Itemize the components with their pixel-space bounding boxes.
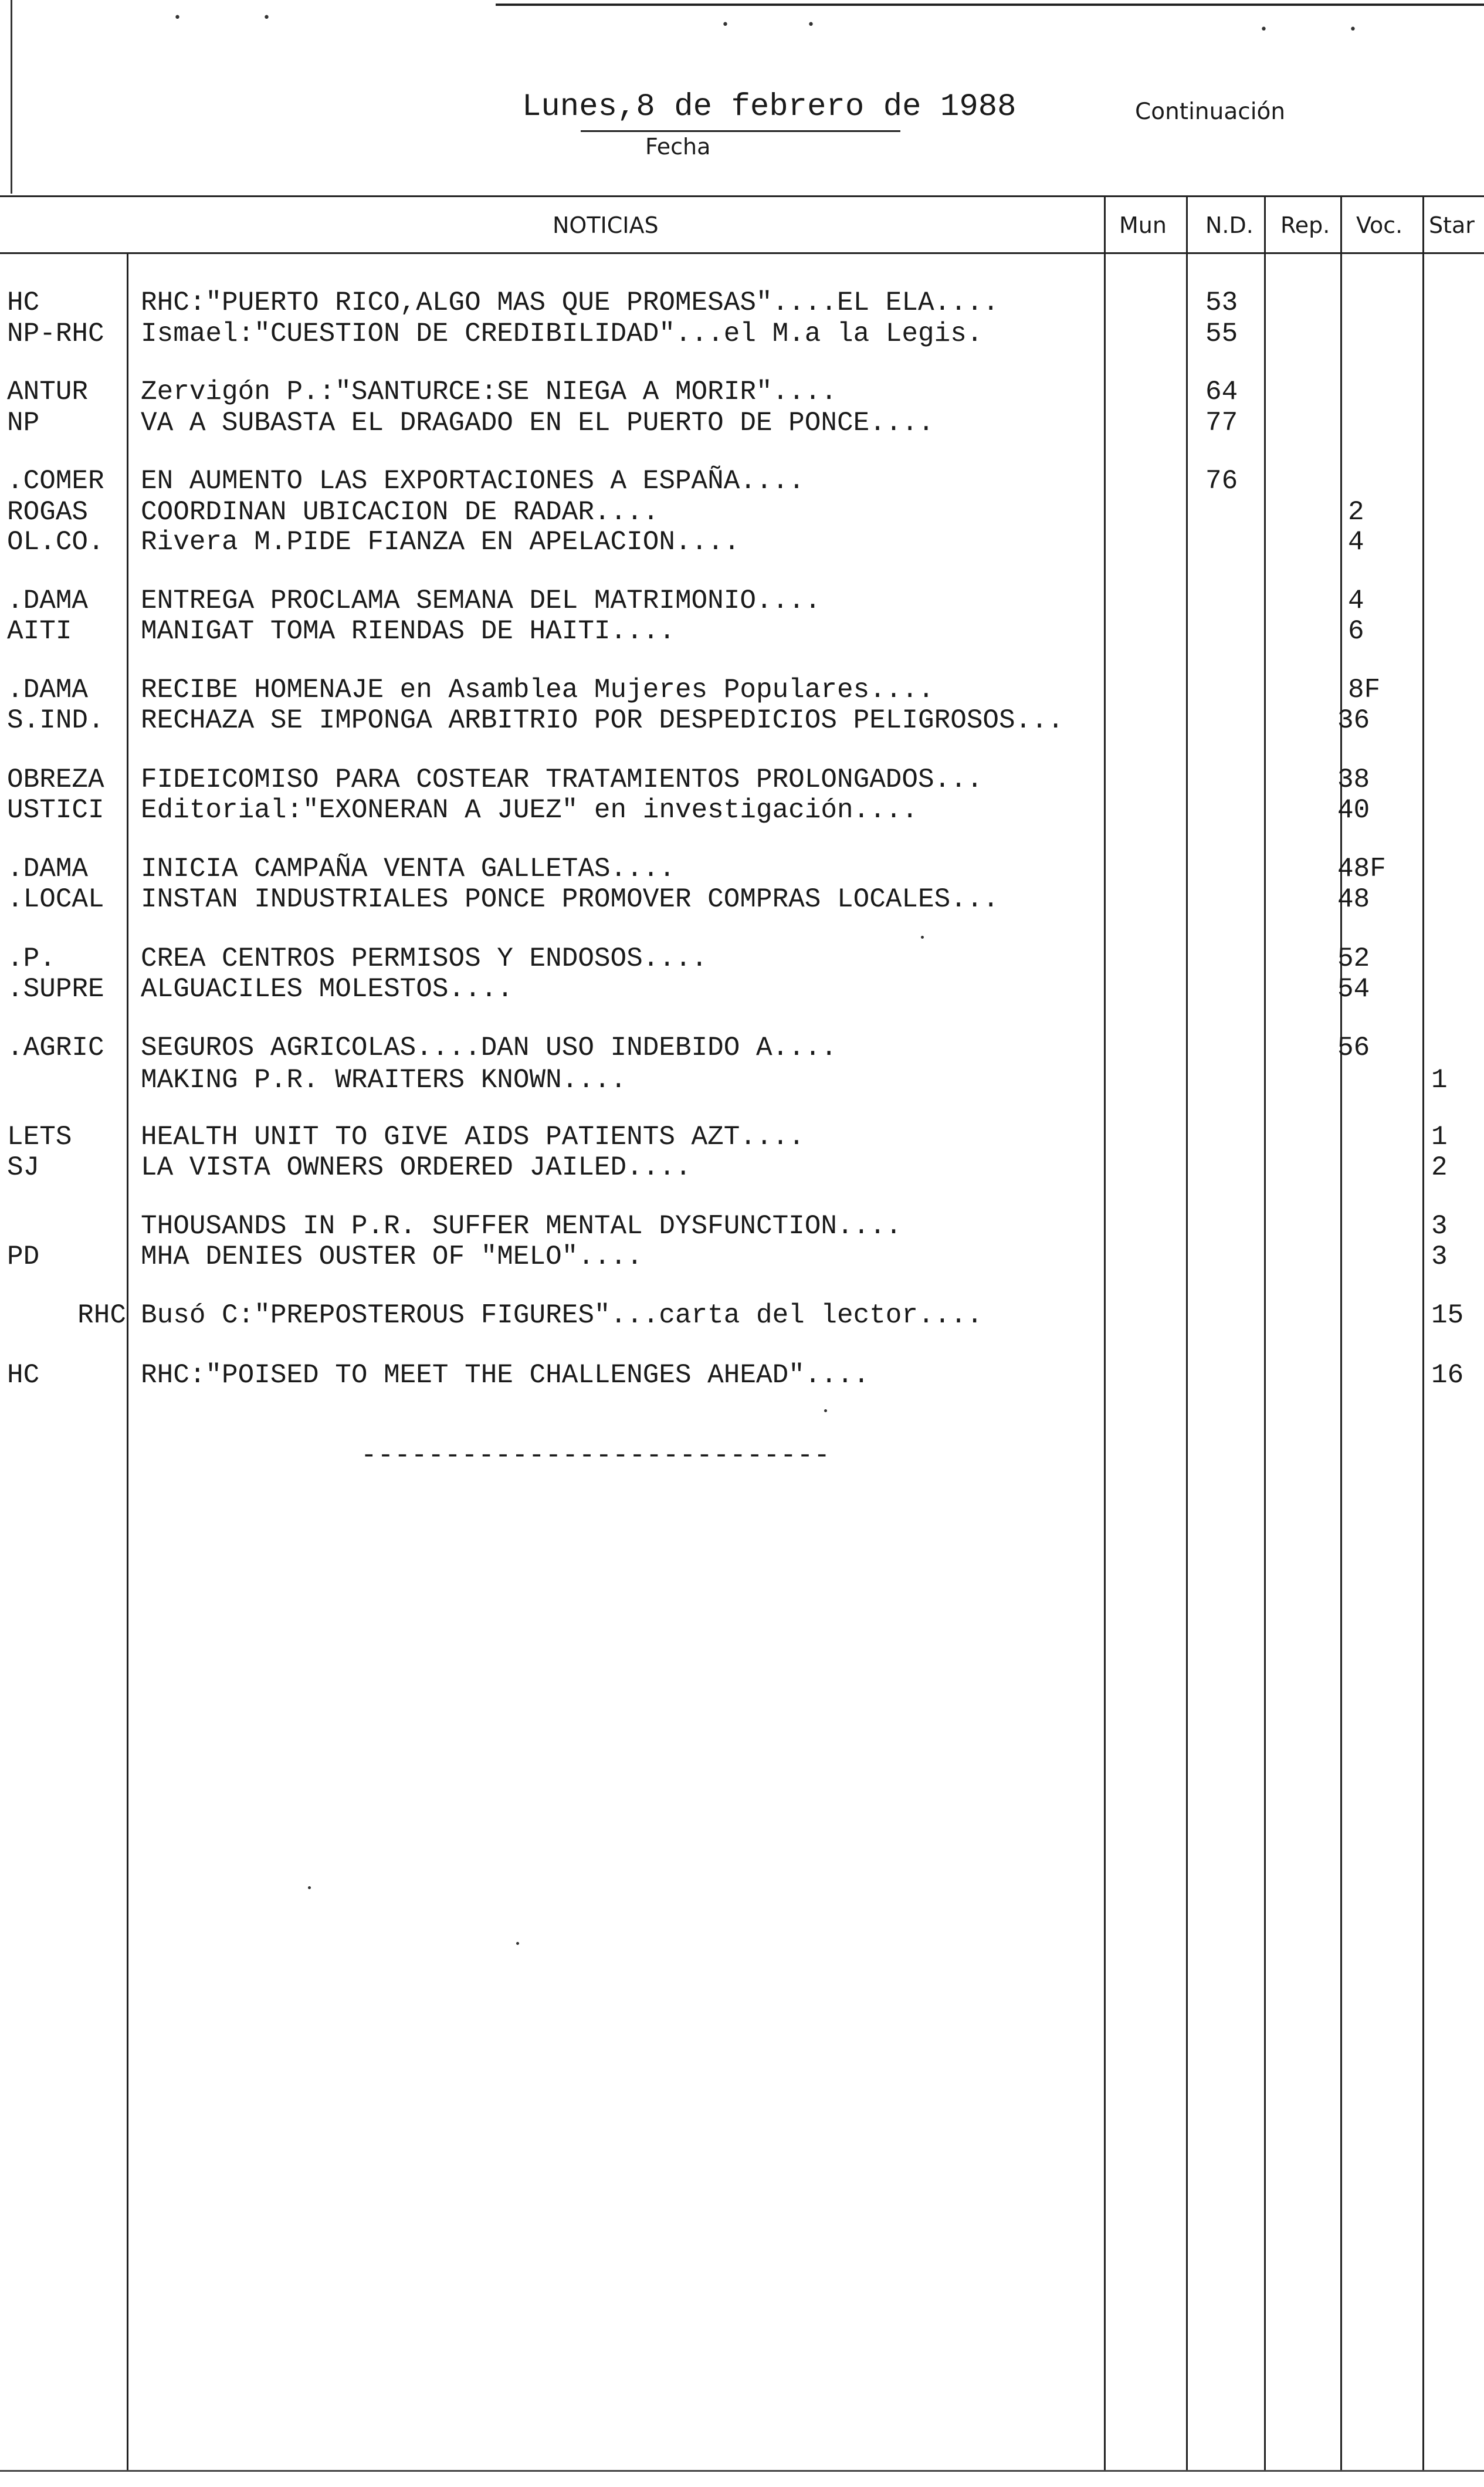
row-section: .SUPRE — [7, 974, 104, 1004]
row-voc: 48F — [1337, 854, 1386, 884]
row-section: .LOCAL — [7, 884, 104, 915]
speck-mark: • — [1349, 22, 1357, 37]
top-rule — [496, 4, 1484, 6]
fecha-label: Fecha — [645, 134, 711, 160]
table-row — [0, 319, 1484, 349]
row-voc: 56 — [1337, 1033, 1370, 1063]
row-headline: INICIA CAMPAÑA VENTA GALLETAS.... — [141, 854, 675, 884]
row-voc: 4 — [1348, 586, 1364, 616]
row-section: .DAMA — [7, 586, 89, 616]
bottom-rule — [0, 2470, 1484, 2472]
row-headline: HEALTH UNIT TO GIVE AIDS PATIENTS AZT.... — [141, 1122, 805, 1152]
row-star: 16 — [1431, 1360, 1464, 1390]
table-row — [0, 943, 1484, 974]
speck-mark: • — [1260, 22, 1268, 37]
table-row — [0, 795, 1484, 825]
end-of-list-rule: ---------------------------- — [361, 1440, 831, 1471]
continuation-label: Continuación — [1135, 99, 1286, 125]
row-voc: 2 — [1348, 497, 1364, 527]
row-star: 1 — [1431, 1122, 1448, 1152]
row-headline: MHA DENIES OUSTER OF "MELO".... — [141, 1241, 643, 1272]
row-section: PD — [7, 1241, 40, 1272]
row-section: OBREZA — [7, 764, 104, 795]
row-headline: RECHAZA SE IMPONGA ARBITRIO POR DESPEDICIOS PELIGROSOS... — [141, 705, 1064, 736]
row-star: 3 — [1431, 1211, 1448, 1241]
row-headline: EN AUMENTO LAS EXPORTACIONES A ESPAÑA.... — [141, 466, 805, 496]
row-headline: Ismael:"CUESTION DE CREDIBILIDAD"...el M.a la Legis. — [141, 319, 983, 349]
table-row — [0, 1065, 1484, 1095]
row-section: .DAMA — [7, 675, 89, 705]
row-voc: 36 — [1337, 705, 1370, 736]
row-section: .COMER — [7, 466, 104, 496]
table-row — [0, 1152, 1484, 1183]
row-headline: Busó C:"PREPOSTEROUS FIGURES"...carta del lector.... — [141, 1300, 983, 1331]
table-row — [0, 764, 1484, 795]
row-voc: 54 — [1337, 974, 1370, 1004]
row-star: 15 — [1431, 1300, 1464, 1331]
table-row — [0, 1360, 1484, 1390]
table-row — [0, 675, 1484, 705]
table-row — [0, 1300, 1484, 1331]
table-row — [0, 527, 1484, 557]
table-row — [0, 287, 1484, 318]
table-row — [0, 586, 1484, 616]
table-row — [0, 705, 1484, 736]
row-star: 3 — [1431, 1241, 1448, 1272]
row-headline: ENTREGA PROCLAMA SEMANA DEL MATRIMONIO.... — [141, 586, 821, 616]
left-edge-rule — [11, 0, 12, 194]
row-section: .AGRIC — [7, 1033, 104, 1063]
table-row — [0, 466, 1484, 496]
row-voc: 4 — [1348, 527, 1364, 557]
speck-mark: • — [807, 18, 815, 32]
row-headline: MAKING P.R. WRAITERS KNOWN.... — [141, 1065, 627, 1095]
row-nd: 76 — [1205, 466, 1238, 496]
row-headline: VA A SUBASTA EL DRAGADO EN EL PUERTO DE PONCE.... — [141, 408, 934, 438]
table-row — [0, 1211, 1484, 1241]
row-section: ANTUR — [7, 377, 89, 407]
row-section: HC — [7, 287, 40, 318]
table-row — [0, 1033, 1484, 1063]
speck-mark — [308, 1886, 311, 1889]
page-date: Lunes,8 de febrero de 1988 — [522, 89, 1017, 125]
row-headline: RHC:"POISED TO MEET THE CHALLENGES AHEAD".... — [141, 1360, 870, 1390]
row-headline: Editorial:"EXONERAN A JUEZ" en investigación.... — [141, 795, 919, 825]
table-row — [0, 377, 1484, 407]
column-header-rep: Rep. — [1280, 212, 1330, 238]
table-row — [0, 1122, 1484, 1152]
row-nd: 77 — [1205, 408, 1238, 438]
table-row — [0, 497, 1484, 527]
row-headline: RECIBE HOMENAJE en Asamblea Mujeres Populares.... — [141, 675, 934, 705]
row-section: S.IND. — [7, 705, 104, 736]
row-headline: LA VISTA OWNERS ORDERED JAILED.... — [141, 1152, 692, 1183]
speck-mark — [921, 936, 924, 939]
row-nd: 64 — [1205, 377, 1238, 407]
date-underline — [581, 130, 900, 132]
table-row — [0, 884, 1484, 915]
row-headline: Rivera M.PIDE FIANZA EN APELACION.... — [141, 527, 740, 557]
row-section: SJ — [7, 1152, 40, 1183]
row-voc: 8F — [1348, 675, 1381, 705]
row-star: 2 — [1431, 1152, 1448, 1183]
row-headline: COORDINAN UBICACION DE RADAR.... — [141, 497, 659, 527]
row-section: OL.CO. — [7, 527, 104, 557]
row-section: HC — [7, 1360, 40, 1390]
column-header-mun: Mun — [1119, 212, 1167, 238]
row-headline: SEGUROS AGRICOLAS....DAN USO INDEBIDO A.... — [141, 1033, 837, 1063]
table-top-rule — [0, 195, 1484, 197]
speck-mark: • — [263, 11, 270, 25]
row-headline: Zervigón P.:"SANTURCE:SE NIEGA A MORIR".... — [141, 377, 837, 407]
row-headline: THOUSANDS IN P.R. SUFFER MENTAL DYSFUNCTION.... — [141, 1211, 902, 1241]
row-section: LETS — [7, 1122, 72, 1152]
row-section: NP-RHC — [7, 319, 104, 349]
column-header-nd: N.D. — [1205, 212, 1253, 238]
speck-mark — [824, 1409, 827, 1412]
row-headline: ALGUACILES MOLESTOS.... — [141, 974, 513, 1004]
row-voc: 6 — [1348, 616, 1364, 647]
row-section: ROGAS — [7, 497, 89, 527]
row-voc: 38 — [1337, 764, 1370, 795]
row-headline: RHC:"PUERTO RICO,ALGO MAS QUE PROMESAS"....EL ELA.... — [141, 287, 1000, 318]
row-section: .DAMA — [7, 854, 89, 884]
row-voc: 40 — [1337, 795, 1370, 825]
column-header-star: Star — [1429, 212, 1475, 238]
row-nd: 53 — [1205, 287, 1238, 318]
row-section: .P. — [7, 943, 56, 974]
row-nd: 55 — [1205, 319, 1238, 349]
column-header-voc: Voc. — [1356, 212, 1403, 238]
speck-mark — [516, 1942, 519, 1945]
row-star: 1 — [1431, 1065, 1448, 1095]
row-section: AITI — [7, 616, 72, 647]
table-row — [0, 408, 1484, 438]
table-row — [0, 854, 1484, 884]
table-row — [0, 1241, 1484, 1272]
row-headline: INSTAN INDUSTRIALES PONCE PROMOVER COMPRAS LOCALES... — [141, 884, 1000, 915]
table-row — [0, 616, 1484, 647]
speck-mark: • — [174, 11, 181, 25]
row-section: RHC — [77, 1300, 126, 1331]
table-row — [0, 974, 1484, 1004]
row-voc: 52 — [1337, 943, 1370, 974]
row-headline: CREA CENTROS PERMISOS Y ENDOSOS.... — [141, 943, 708, 974]
row-section: USTICI — [7, 795, 104, 825]
speck-mark: • — [721, 18, 729, 32]
column-header-noticias: NOTICIAS — [553, 212, 659, 238]
table-header-rule — [0, 252, 1484, 254]
row-voc: 48 — [1337, 884, 1370, 915]
row-headline: FIDEICOMISO PARA COSTEAR TRATAMIENTOS PROLONGADOS... — [141, 764, 983, 795]
row-headline: MANIGAT TOMA RIENDAS DE HAITI.... — [141, 616, 675, 647]
row-section: NP — [7, 408, 40, 438]
